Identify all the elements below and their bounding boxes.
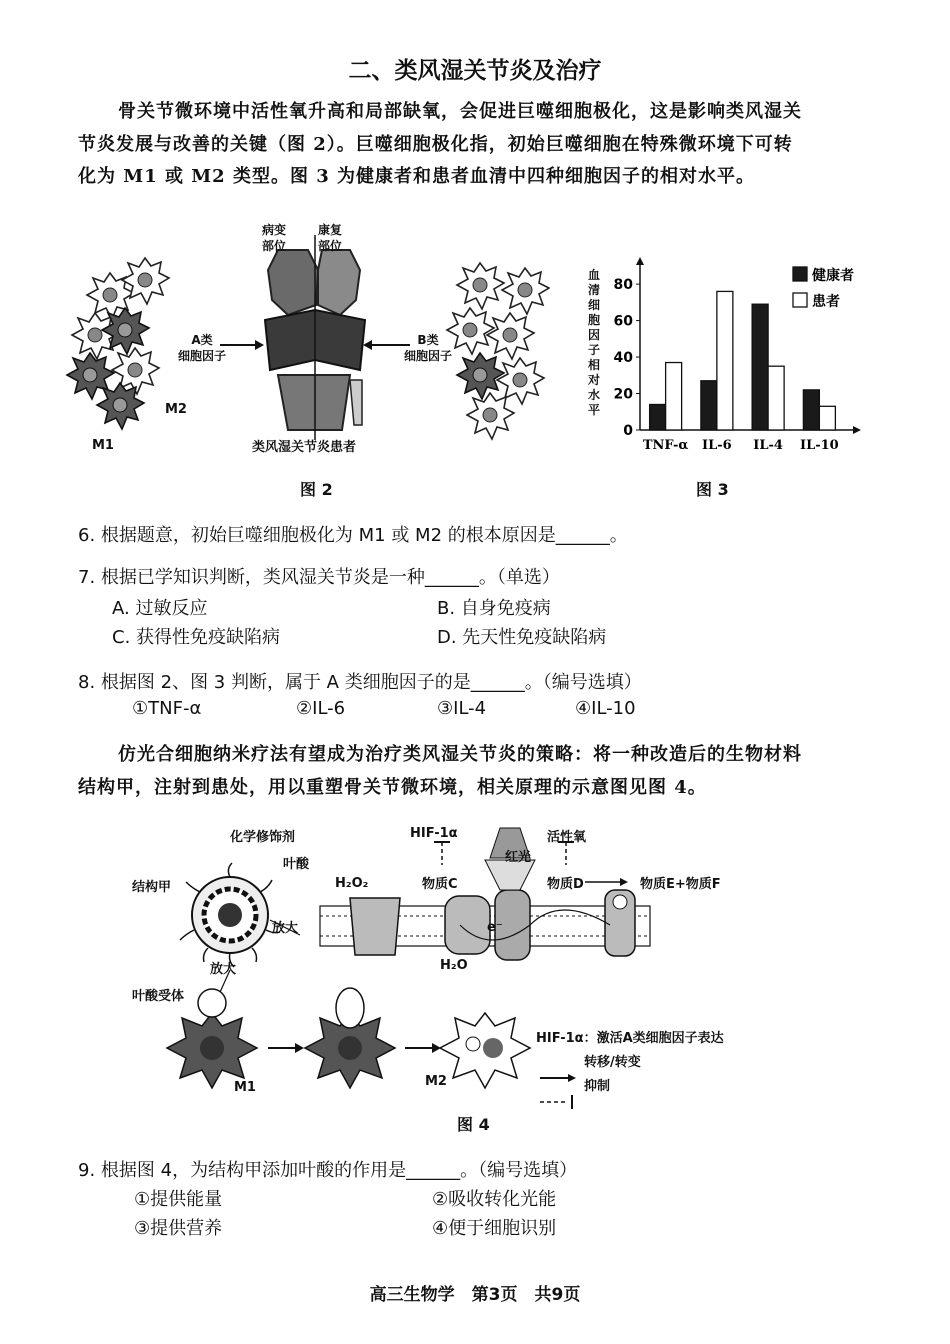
y-tick-label: 20 bbox=[613, 386, 633, 403]
fig4-substance-d-label: 物质D bbox=[547, 877, 584, 892]
y-tick-label: 80 bbox=[613, 277, 633, 294]
question-7-option-a: A. 过敏反应 bbox=[112, 598, 208, 619]
question-8-stem: 8. 根据图 2、图 3 判断，属于 A 类细胞因子的是______。（编号选填） bbox=[78, 672, 642, 693]
para2-line-2: 结构甲，注射到患处，用以重塑骨关节微环境，相关原理的示意图见图 4。 bbox=[78, 777, 707, 798]
question-9-option-2: ②吸收转化光能 bbox=[432, 1189, 557, 1210]
y-axis-arrow bbox=[636, 257, 644, 265]
bar bbox=[650, 404, 666, 430]
fig4-substance-c-label: 物质C bbox=[422, 877, 458, 892]
fig2-b-cytokine-label: B类 细胞因子 bbox=[403, 333, 452, 363]
fig4-substance-ef-label: 物质E+物质F bbox=[640, 877, 721, 892]
bar bbox=[717, 291, 733, 430]
fig2-caption: 图 2 bbox=[300, 480, 333, 499]
x-tick-label: IL-4 bbox=[753, 438, 783, 453]
fig4-caption: 图 4 bbox=[457, 1115, 490, 1134]
page-footer: 高三生物学 第3页 共9页 bbox=[369, 1285, 581, 1305]
intro-line-1: 骨关节微环境中活性氧升高和局部缺氧，会促进巨噬细胞极化，这是影响类风湿关 bbox=[118, 101, 802, 122]
intro-line-2: 节炎发展与改善的关键（图 2）。巨噬细胞极化指，初始巨噬细胞在特殊微环境下可转 bbox=[78, 134, 793, 155]
fig4-electron-label: e⁻ bbox=[487, 920, 503, 935]
bar bbox=[768, 366, 784, 430]
question-9-option-4: ④便于细胞识别 bbox=[432, 1218, 557, 1239]
para2-line-1: 仿光合细胞纳米疗法有望成为治疗类风湿关节炎的策略：将一种改造后的生物材料 bbox=[118, 744, 802, 765]
fig4-red-light-label: 红光 bbox=[505, 850, 532, 865]
legend-label: 患者 bbox=[812, 294, 840, 310]
question-7-option-c: C. 获得性免疫缺陷病 bbox=[112, 627, 281, 648]
section-title: 二、类风湿关节炎及治疗 bbox=[348, 58, 602, 84]
fig4-legend-hif: HIF-1α：激活A类细胞因子表达 bbox=[536, 1031, 724, 1046]
question-8-option-4: ④IL-10 bbox=[575, 698, 636, 719]
x-axis-arrow bbox=[853, 426, 861, 434]
fig3-chart bbox=[605, 255, 865, 465]
fig2-m1-label: M1 bbox=[92, 438, 114, 453]
fig3-caption: 图 3 bbox=[696, 480, 729, 499]
bar bbox=[666, 363, 682, 430]
question-8-option-1: ①TNF-α bbox=[132, 698, 202, 719]
question-9-stem: 9. 根据图 4，为结构甲添加叶酸的作用是______。（编号选填） bbox=[78, 1160, 578, 1181]
question-8-option-2: ②IL-6 bbox=[296, 698, 346, 719]
question-7-option-d: D. 先天性免疫缺陷病 bbox=[437, 627, 607, 648]
fig4-legend-arrow: 转移/转变 bbox=[584, 1055, 641, 1070]
fig2-patient-label: 类风湿关节炎患者 bbox=[252, 440, 357, 455]
fig4-h2o-label: H₂O bbox=[440, 958, 468, 973]
fig3-ylabel: 血清细胞因子相对水平 bbox=[588, 268, 601, 417]
bar bbox=[803, 390, 819, 430]
legend-label: 健康者 bbox=[812, 268, 854, 284]
fig4-magnify-label-2: 放大 bbox=[210, 962, 237, 977]
question-6: 6. 根据题意，初始巨噬细胞极化为 M1 或 M2 的根本原因是______。 bbox=[78, 525, 628, 546]
fig4-m1-label: M1 bbox=[234, 1080, 256, 1095]
fig4-h2o2-label: H₂O₂ bbox=[335, 876, 369, 891]
bar bbox=[819, 406, 835, 430]
fig4-folic-acid-label: 叶酸 bbox=[283, 857, 310, 872]
legend-swatch bbox=[793, 267, 807, 281]
y-tick-label: 0 bbox=[623, 423, 633, 439]
question-9-option-1: ①提供能量 bbox=[134, 1189, 223, 1210]
legend-swatch bbox=[793, 293, 807, 307]
fig4-legend-inhibit: 抑制 bbox=[584, 1079, 611, 1094]
fig4-folate-receptor-label: 叶酸受体 bbox=[132, 989, 185, 1004]
fig4-chem-mod-label: 化学修饰剂 bbox=[230, 830, 296, 845]
fig4-magnify-label-1: 放大 bbox=[272, 921, 299, 936]
fig4-hif-label: HIF-1α bbox=[410, 826, 458, 841]
intro-line-3: 化为 M1 或 M2 类型。图 3 为健康者和患者血清中四种细胞因子的相对水平。 bbox=[78, 166, 756, 187]
fig2-a-cytokine-label: A类 细胞因子 bbox=[177, 333, 226, 363]
x-tick-label: IL-10 bbox=[800, 438, 839, 453]
fig2-m2-label: M2 bbox=[165, 402, 187, 417]
question-9-option-3: ③提供营养 bbox=[134, 1218, 223, 1239]
fig2-lesion-label: 病变 部位 bbox=[262, 223, 287, 253]
question-7-stem: 7. 根据已学知识判断，类风湿关节炎是一种______。（单选） bbox=[78, 567, 560, 588]
fig4-structure-a-label: 结构甲 bbox=[132, 880, 172, 895]
bar bbox=[701, 381, 717, 430]
x-tick-label: IL-6 bbox=[702, 438, 732, 453]
fig4-m2-label: M2 bbox=[425, 1074, 447, 1089]
y-tick-label: 40 bbox=[613, 350, 633, 367]
bar bbox=[752, 304, 768, 430]
question-8-option-3: ③IL-4 bbox=[437, 698, 487, 719]
fig4-ros-label: 活性氧 bbox=[547, 830, 587, 845]
fig2-recovery-label: 康复 部位 bbox=[318, 223, 343, 253]
x-tick-label: TNF-α bbox=[642, 438, 689, 453]
y-tick-label: 60 bbox=[613, 313, 633, 330]
question-7-option-b: B. 自身免疫病 bbox=[437, 598, 551, 619]
